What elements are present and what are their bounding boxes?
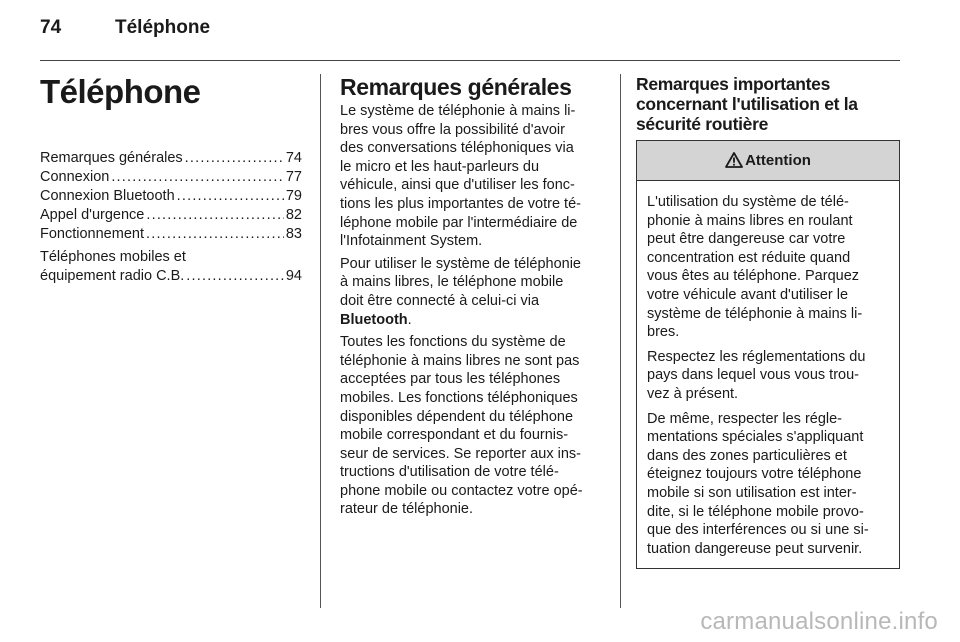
column-toc <box>40 74 302 286</box>
text-line: phonie à mains libres en roulant <box>647 212 853 229</box>
warning-body <box>637 181 899 568</box>
text-line: Pour utiliser le système de téléphonie <box>340 255 581 272</box>
text-line: mobiles. Les fonctions téléphoniques <box>340 389 578 406</box>
text-line: vez à présent. <box>647 385 739 402</box>
text-line: L'utilisation du système de télé- <box>647 194 849 210</box>
toc-leader-dots <box>146 206 284 225</box>
toc-entry-line2 <box>40 267 302 286</box>
title-line: sécurité routière <box>636 114 769 134</box>
toc-entry-label-line1: Téléphones mobiles et <box>40 249 186 265</box>
table-of-contents <box>40 149 302 286</box>
toc-entry-page: 82 <box>285 207 302 223</box>
text-line: votre véhicule avant d'utiliser le <box>647 286 849 303</box>
text-line: vous êtes au téléphone. Parquez <box>647 268 860 285</box>
text-line: Respectez les réglementations du <box>647 348 866 365</box>
text-line: tuation dangereuse peut survenir. <box>647 540 863 557</box>
paragraph-intro <box>340 102 604 251</box>
toc-entry-label: Appel d'urgence <box>40 207 145 223</box>
toc-entry[interactable] <box>40 168 302 187</box>
chapter-title: Téléphone <box>40 73 201 110</box>
warning-label: Attention <box>745 152 811 169</box>
header-rule <box>40 60 900 61</box>
toc-leader-dots <box>111 168 284 187</box>
warning-header <box>637 141 899 181</box>
text-line: bres vous offre la possibilité d'avoir <box>340 121 565 138</box>
text-line: acceptées par tous les téléphones <box>340 371 561 388</box>
warning-box <box>636 140 900 569</box>
title-line: Remarques importantes <box>636 74 831 94</box>
toc-entry-label: Remarques générales <box>40 150 183 166</box>
toc-entry-multiline[interactable] <box>40 248 302 286</box>
text-line: bres. <box>647 324 680 341</box>
toc-entry[interactable] <box>40 187 302 206</box>
toc-leader-dots <box>146 225 284 244</box>
text-line: dans des zones particulières et <box>647 447 847 464</box>
text-line: doit être connecté à celui-ci via <box>340 292 540 309</box>
text-line: dite, si le téléphone mobile provo- <box>647 503 864 520</box>
text-line: mobile si son utilisation est inter- <box>647 484 857 501</box>
column-divider <box>620 74 621 608</box>
paragraph-functions <box>340 333 604 519</box>
text-line: mentations spéciales s'appliquant <box>647 429 864 446</box>
watermark: carmanualsonline.info <box>700 608 938 635</box>
toc-entry-label: Connexion <box>40 169 110 185</box>
text-line: tions les plus importantes de votre té- <box>340 195 581 212</box>
text-line: seur de services. Se reporter aux ins- <box>340 445 581 462</box>
toc-entry-label: Fonctionnement <box>40 226 144 242</box>
warning-paragraph <box>647 410 889 559</box>
text-line: Le système de téléphonie à mains li- <box>340 103 576 119</box>
toc-entry-page: 94 <box>285 268 302 284</box>
text-line: phone mobile ou contactez votre opé- <box>340 482 583 499</box>
subsection-title <box>636 74 902 134</box>
toc-leader-dots <box>185 149 284 168</box>
toc-entry-page: 74 <box>285 150 302 166</box>
toc-entry[interactable] <box>40 225 302 244</box>
paragraph-bluetooth <box>340 255 604 329</box>
text-line: peut être dangereuse car votre <box>647 231 846 248</box>
text-line: que des interférences ou si une si- <box>647 522 869 539</box>
text-line: Toutes les fonctions du système de <box>340 334 566 351</box>
text-line: le micro et les haut-parleurs du <box>340 158 540 175</box>
warning-paragraph <box>647 193 889 342</box>
bluetooth-keyword: Bluetooth <box>340 311 408 328</box>
text-line: pays dans lequel vous vous trou- <box>647 367 859 384</box>
warning-triangle-icon <box>725 152 743 168</box>
toc-entry-label-line2: équipement radio C.B. <box>40 268 185 284</box>
text-line: à mains libres, le téléphone mobile <box>340 274 564 291</box>
section-title: Remarques générales <box>340 74 572 100</box>
page-header <box>40 17 210 39</box>
title-line: concernant l'utilisation et la <box>636 94 858 114</box>
toc-entry-page: 77 <box>285 169 302 185</box>
running-title: Téléphone <box>115 17 211 38</box>
text-line: rateur de téléphonie. <box>340 501 474 518</box>
column-safety <box>636 74 902 569</box>
text-line: mobile correspondant et du fournis- <box>340 427 569 444</box>
page-number: 74 <box>40 17 62 38</box>
toc-leader-dots <box>177 187 284 206</box>
text-line: léphone mobile par l'intermédiaire de <box>340 214 578 231</box>
column-divider <box>320 74 321 608</box>
column-general-remarks <box>340 74 604 523</box>
text-line: système de téléphonie à mains li- <box>647 305 863 322</box>
text-line: De même, respecter les régle- <box>647 410 843 427</box>
text-punctuation: . <box>407 311 412 328</box>
toc-entry-label: Connexion Bluetooth <box>40 188 175 204</box>
text-line: des conversations téléphoniques via <box>340 140 574 157</box>
warning-paragraph <box>647 348 889 404</box>
text-line: disponibles dépendent du téléphone <box>340 408 574 425</box>
toc-leader-dots <box>186 267 284 286</box>
toc-entry[interactable] <box>40 206 302 225</box>
text-line: véhicule, ainsi que d'utiliser les fonc- <box>340 177 575 194</box>
text-line: éteignez toujours votre téléphone <box>647 466 862 483</box>
toc-entry[interactable] <box>40 149 302 168</box>
text-line: téléphonie à mains libres ne sont pas <box>340 352 580 369</box>
toc-entry-page: 79 <box>285 188 302 204</box>
text-line: l'Infotainment System. <box>340 233 483 250</box>
toc-entry-page: 83 <box>285 226 302 242</box>
text-line: tructions d'utilisation de votre télé- <box>340 464 559 481</box>
text-line: concentration est réduite quand <box>647 249 851 266</box>
